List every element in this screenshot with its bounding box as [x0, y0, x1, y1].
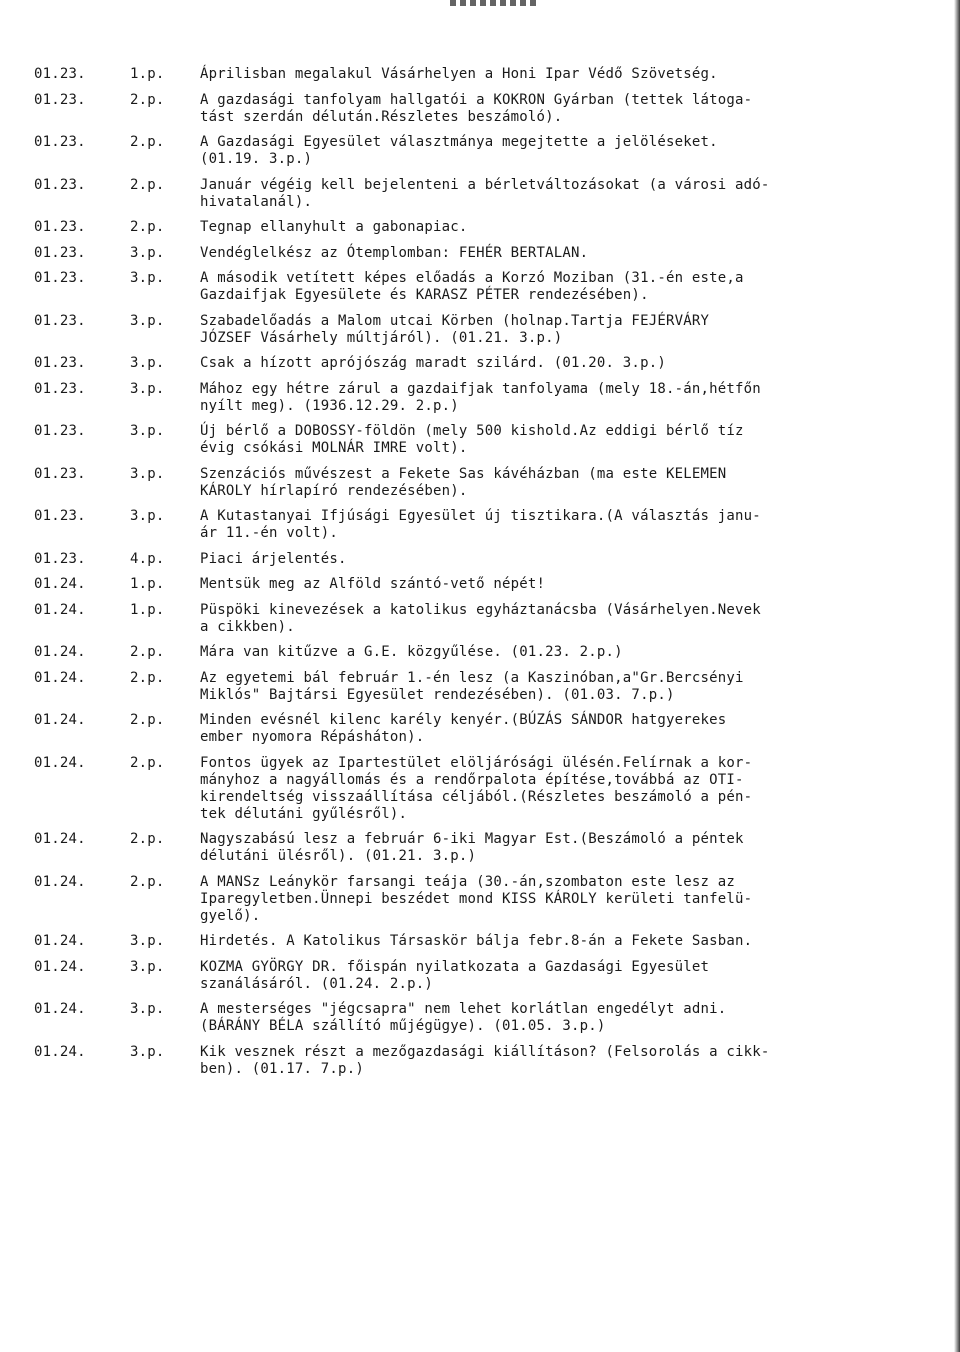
entry-text: Hirdetés. A Katolikus Társaskör bálja febr.8-án a Fekete Sasban.: [200, 933, 753, 949]
list-item: [30, 551, 920, 568]
entry-date: 01.24.: [34, 576, 86, 592]
entry-text: Mentsük meg az Alföld szántó-vető népét!: [200, 576, 546, 592]
entry-text: Áprilisban megalakul Vásárhelyen a Honi Ipar Védő Szövetség.: [200, 66, 718, 82]
entry-date: 01.24.: [34, 933, 86, 949]
entry-date: 01.23.: [34, 380, 86, 397]
entry-date: 01.24.: [34, 873, 86, 890]
list-item: [30, 933, 920, 950]
entry-date: 01.24.: [34, 754, 86, 771]
entry-date: 01.23.: [34, 355, 86, 371]
entry-date: 01.24.: [34, 712, 86, 728]
entry-text: Szenzációs művészest a Fekete Sas kávéházban (ma este KELEMEN KÁROLY hírlapíró rendezésében).: [200, 465, 727, 499]
entry-text: KOZMA GYÖRGY DR. főispán nyilatkozata a Gazdasági Egyesület szanálásáról. (01.24. 2.p.): [200, 958, 710, 992]
entry-page: 3.p.: [130, 933, 165, 949]
list-item: [30, 576, 920, 593]
entry-page: 3.p.: [130, 355, 165, 371]
list-item: [30, 219, 920, 236]
list-item: [30, 423, 920, 457]
entry-text: Mára van kitűzve a G.E. közgyűlése. (01.23. 2.p.): [200, 644, 623, 660]
entry-page: 2.p.: [130, 831, 165, 847]
list-item: [30, 1044, 920, 1078]
entry-page: 2.p.: [130, 669, 165, 686]
list-item: [30, 177, 920, 211]
entry-text: A gazdasági tanfolyam hallgatói a KOKRON Gyárban (tettek látoga- tást szerdán délután.Részletes beszámoló).: [200, 91, 753, 125]
entry-page: 3.p.: [130, 1043, 165, 1060]
list-item: [30, 1001, 920, 1035]
entry-date: 01.23.: [34, 465, 86, 482]
entry-date: 01.24.: [34, 669, 86, 686]
entry-page: 3.p.: [130, 380, 165, 397]
entry-text: Mához egy hétre zárul a gazdaifjak tanfolyama (mely 18.-án,hétfőn nyílt meg). (1936.12.29. 2.p.): [200, 380, 761, 414]
entry-page: 2.p.: [130, 712, 165, 728]
entry-text: A Gazdasági Egyesület választmánya megejtette a jelöléseket. (01.19. 3.p.): [200, 134, 718, 167]
entry-page: 3.p.: [130, 1001, 165, 1017]
entry-text: Január végéig kell bejelenteni a bérletváltozásokat (a városi adó- hivatalanál).: [200, 176, 770, 210]
list-item: [30, 831, 920, 865]
entry-text: A második vetített képes előadás a Korzó Moziban (31.-én este,a Gazdaifjak Egyesülete és KARASZ PÉTER rendezésében).: [200, 270, 744, 303]
entry-page: 3.p.: [130, 423, 165, 439]
list-item: [30, 245, 920, 262]
entry-list: [30, 66, 920, 1086]
entry-page: 2.p.: [130, 91, 165, 108]
list-item: [30, 313, 920, 347]
entry-text: Vendéglelkész az Ótemplomban: FEHÉR BERTALAN.: [200, 244, 589, 261]
list-item: [30, 644, 920, 661]
entry-date: 01.23.: [34, 270, 86, 286]
entry-text: Püspöki kinevezések a katolikus egyháztanácsba (Vásárhelyen.Nevek a cikkben).: [200, 601, 761, 635]
entry-text: Kik vesznek részt a mezőgazdasági kiállításon? (Felsorolás a cikk- ben). (01.17. 7.p.): [200, 1043, 770, 1077]
entry-text: Fontos ügyek az Ipartestület elöljárósági ülésén.Felírnak a kor- mányhoz a nagyállomás és a rendőrpalota építése,továbbá az OTI- kirendeltség visszaállítása céljából.(Részletes beszámoló a pén- tek délutáni gyűlésről).: [200, 754, 753, 822]
entry-page: 2.p.: [130, 873, 165, 890]
entry-text: A Kutastanyai Ifjúsági Egyesület új tisztikara.(A választás janu- ár 11.-én volt).: [200, 508, 761, 541]
entry-page: 2.p.: [130, 219, 165, 235]
list-item: [30, 670, 920, 704]
entry-text: A MANSz Leánykör farsangi teája (30.-án,szombaton este lesz az Iparegyletben.Ünnepi beszédet mond KISS KÁROLY kerületi tanfelü- gyelő).: [200, 873, 753, 924]
list-item: [30, 381, 920, 415]
entry-page: 1.p.: [130, 66, 165, 82]
entry-date: 01.23.: [34, 508, 86, 524]
entry-page: 3.p.: [130, 508, 165, 524]
entry-page: 2.p.: [130, 644, 165, 660]
entry-page: 2.p.: [130, 176, 165, 193]
entry-page: 2.p.: [130, 134, 165, 150]
entry-date: 01.23.: [34, 312, 86, 329]
list-item: [30, 134, 920, 168]
entry-page: 4.p.: [130, 550, 165, 567]
entry-text: Minden evésnél kilenc karély kenyér.(BÚZÁS SÁNDOR hatgyerekes ember nyomora Répásháton).: [200, 712, 727, 745]
entry-date: 01.24.: [34, 1043, 86, 1060]
list-item: [30, 466, 920, 500]
list-item: [30, 92, 920, 126]
entry-date: 01.23.: [34, 423, 86, 439]
list-item: [30, 874, 920, 925]
entry-date: 01.24.: [34, 1001, 86, 1017]
entry-text: A mesterséges "jégcsapra" nem lehet korlátlan engedélyt adni. (BÁRÁNY BÉLA szállító műjégügye). (01.05. 3.p.): [200, 1001, 727, 1034]
entry-date: 01.24.: [34, 644, 86, 660]
entry-date: 01.23.: [34, 550, 86, 567]
entry-text: Az egyetemi bál február 1.-én lesz (a Kaszinóban,a"Gr.Bercsényi Miklós" Bajtársi Egyesület rendezésében). (01.03. 7.p.): [200, 669, 744, 703]
entry-date: 01.23.: [34, 219, 86, 235]
entry-page: 3.p.: [130, 465, 165, 482]
list-item: [30, 508, 920, 542]
entry-text: Új bérlő a DOBOSSY-földön (mely 500 kishold.Az eddigi bérlő tíz évig csókási MOLNÁR IMRE volt).: [200, 423, 744, 456]
entry-page: 1.p.: [130, 601, 165, 618]
entry-date: 01.24.: [34, 831, 86, 847]
entry-date: 01.23.: [34, 244, 86, 261]
list-item: [30, 66, 920, 83]
list-item: [30, 602, 920, 636]
entry-date: 01.23.: [34, 91, 86, 108]
list-item: [30, 712, 920, 746]
list-item: [30, 355, 920, 372]
scan-edge-shadow: [954, 0, 960, 1352]
entry-page: 3.p.: [130, 270, 165, 286]
entry-text: Tegnap ellanyhult a gabonapiac.: [200, 219, 468, 235]
entry-date: 01.24.: [34, 601, 86, 618]
entry-text: Szabadelőadás a Malom utcai Körben (holnap.Tartja FEJÉRVÁRY JÓZSEF Vásárhely múltjáról). (01.21. 3.p.): [200, 312, 710, 346]
entry-date: 01.23.: [34, 134, 86, 150]
entry-page: 3.p.: [130, 312, 165, 329]
entry-date: 01.23.: [34, 176, 86, 193]
top-scan-mark: [450, 0, 540, 6]
entry-date: 01.24.: [34, 958, 86, 975]
list-item: [30, 270, 920, 304]
entry-date: 01.23.: [34, 66, 86, 82]
entry-text: Csak a hízott aprójószág maradt szilárd. (01.20. 3.p.): [200, 355, 666, 371]
entry-page: 1.p.: [130, 576, 165, 592]
list-item: [30, 959, 920, 993]
entry-text: Nagyszabású lesz a február 6-iki Magyar Est.(Beszámoló a péntek délutáni ülésről). (01.21. 3.p.): [200, 831, 744, 864]
entry-page: 3.p.: [130, 958, 165, 975]
entry-text: Piaci árjelentés.: [200, 550, 347, 567]
entry-page: 2.p.: [130, 754, 165, 771]
entry-page: 3.p.: [130, 244, 165, 261]
list-item: [30, 755, 920, 823]
